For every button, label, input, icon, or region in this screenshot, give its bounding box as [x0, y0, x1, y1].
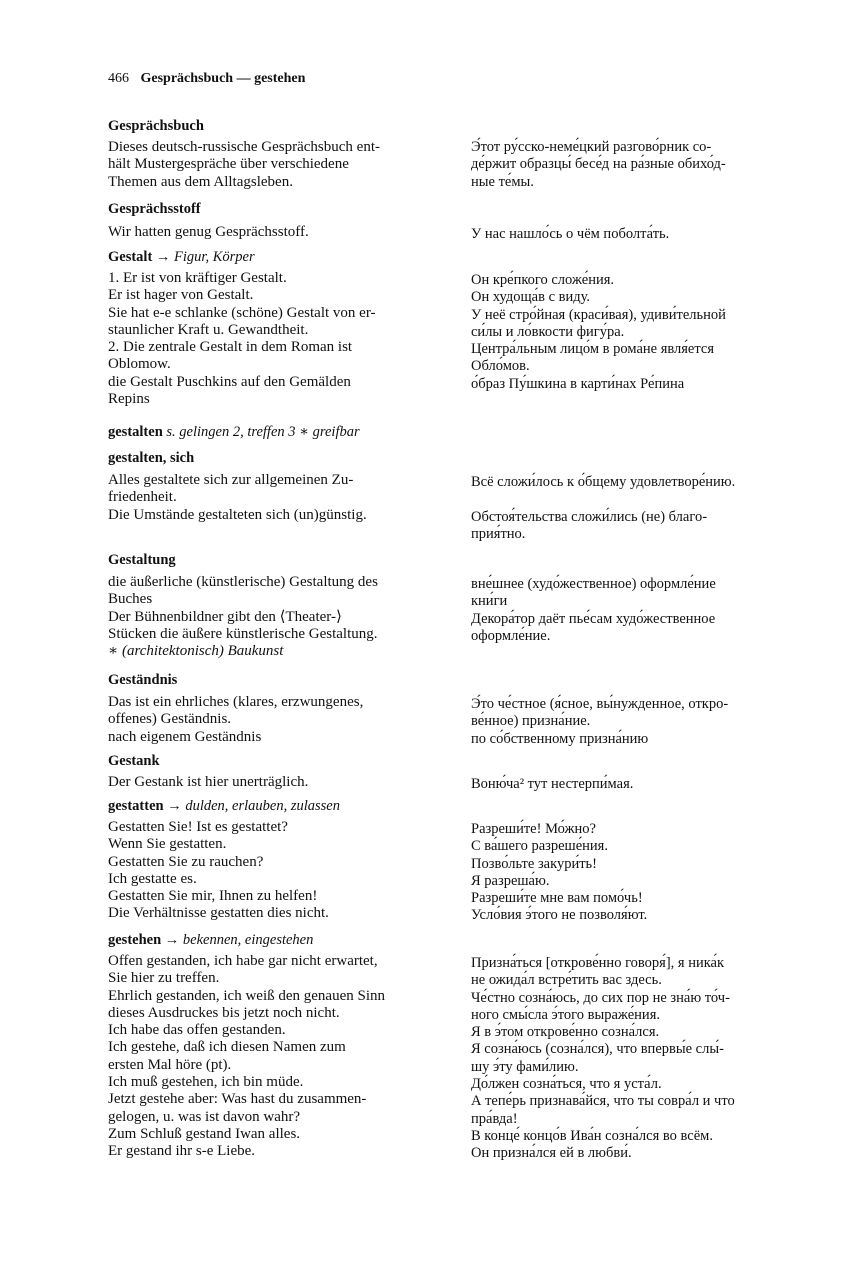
- entry-headword: gestatten → dulden, erlauben, zulassen: [108, 798, 340, 814]
- example-russian: Обстоя́тельства сложи́лись (не) благо- прия́тно.: [471, 509, 708, 543]
- example-russian: У нас нашло́сь о чём поболта́ть.: [471, 226, 670, 242]
- example-russian: Воню́ча² тут нестерпи́мая.: [471, 776, 634, 792]
- example-russian: Э́то че́стное (я́сное, вы́нужденное, откро- ве́нное) призна́ние. по со́бственному призна́нию: [471, 696, 729, 747]
- example-russian: Он кре́пкого сложе́ния. Он худоща́в с виду. У неё стро́йная (краси́вая), удиви́тельной си́лы и ло́вкости фигу́ра. Центра́льным лицо́м в рома́не явля́ется Обло́мов. о́браз Пу́шкина в карти́нах Ре́пина: [471, 272, 726, 392]
- page-number: 466: [108, 71, 129, 86]
- entry-headword: gestalten, sich: [108, 450, 195, 466]
- example-german: Das ist ein ehrliches (klares, erzwungenes, offenes) Geständnis. nach eigenem Geständnis: [108, 694, 364, 745]
- entry-headword: Gesprächsbuch: [108, 118, 204, 134]
- entry-headword: Geständnis: [108, 672, 178, 688]
- entry-headword: gestehen → bekennen, eingestehen: [108, 932, 314, 948]
- example-german: Gestatten Sie! Ist es gestattet? Wenn Sie gestatten. Gestatten Sie zu rauchen? Ich gestatte es. Gestatten Sie mir, Ihnen zu helfen! Die Verhältnisse gestatten dies nicht.: [108, 819, 329, 922]
- entry-headword: Gesprächsstoff: [108, 201, 201, 217]
- running-head: Gesprächsbuch — gestehen: [140, 71, 306, 86]
- see-also: ∗ (architektonisch) Baukunst: [108, 643, 284, 660]
- example-german: Wir hatten genug Gesprächsstoff.: [108, 224, 309, 240]
- entry-headword: Gestalt → Figur, Körper: [108, 249, 255, 265]
- example-russian: Разреши́те! Мо́жно? С ва́шего разреше́ния. Позво́льте закури́ть! Я разреша́ю. Разреши́те мне вам помо́чь! Усло́вия э́того не позволя́ют.: [471, 821, 648, 924]
- example-german: Der Gestank ist hier unerträglich.: [108, 774, 309, 790]
- example-russian: Призна́ться [открове́нно говоря́], я ника́к не ожида́л встре́тить вас здесь. Че́стно созна́юсь, до сих пор не зна́ю то́ч- ного смы́сла э́того выраже́ния. Я в э́том открове́нно созна́лся. Я созна́юсь (созна́лся), что впервы́е слы́- шу э́ту фами́лию. До́лжен созна́ться, что я уста́л. А тепе́рь признава́йся, что ты совра́л и что пра́вда! В конце́ концо́в Ива́н созна́лся во всём. Он призна́лся ей в любви́.: [471, 955, 735, 1162]
- entry-headword: gestalten s. gelingen 2, treffen 3 ∗ greifbar: [108, 424, 360, 440]
- example-russian: Всё сложи́лось к о́бщему удовлетворе́нию.: [471, 474, 736, 490]
- example-russian: вне́шнее (худо́жественное) оформле́ние кни́ги Декора́тор даёт пье́сам худо́жественное оформле́ние.: [471, 576, 716, 644]
- example-german: Offen gestanden, ich habe gar nicht erwartet, Sie hier zu treffen. Ehrlich gestanden, ich weiß den genauen Sinn dieses Ausdruckes bis jetzt noch nicht. Ich habe das offen gestanden. Ich gestehe, daß ich diesen Namen zum ersten Mal höre (pt). Ich muß gestehen, ich bin müde. Jetzt gestehe aber: Was hast du zusammen- gelogen, u. was ist davon wahr? Zum Schluß gestand Iwan alles. Er gestand ihr s-e Liebe.: [108, 953, 386, 1160]
- entry-headword: Gestaltung: [108, 552, 176, 568]
- example-german: die äußerliche (künstlerische) Gestaltung des Buches Der Bühnenbildner gibt den ⟨Theater-⟩ Stücken die äußere künstlerische Gestaltung. ∗ (architektonisch) Baukunst: [108, 574, 378, 660]
- entry-headword: Gestank: [108, 753, 160, 769]
- example-german: 1. Er ist von kräftiger Gestalt. Er ist hager von Gestalt. Sie hat e-e schlanke (schöne) Gestalt von er- staunlicher Kraft u. Gewandtheit. 2. Die zentrale Gestalt in dem Roman ist Oblomow. die Gestalt Puschkins auf den Gemälden Repins: [108, 270, 376, 408]
- example-russian: Э́тот ру́сско-неме́цкий разгово́рник со- де́ржит образцы́ бесе́д на ра́зные обихо́д- ные те́мы.: [471, 139, 726, 190]
- page-header: [108, 71, 305, 87]
- example-german: Dieses deutsch-russische Gesprächsbuch ent- hält Mustergespräche über verschiedene Themen aus dem Alltagsleben.: [108, 139, 380, 190]
- example-german: Alles gestaltete sich zur allgemeinen Zu- friedenheit. Die Umstände gestalteten sich (un)günstig.: [108, 472, 367, 523]
